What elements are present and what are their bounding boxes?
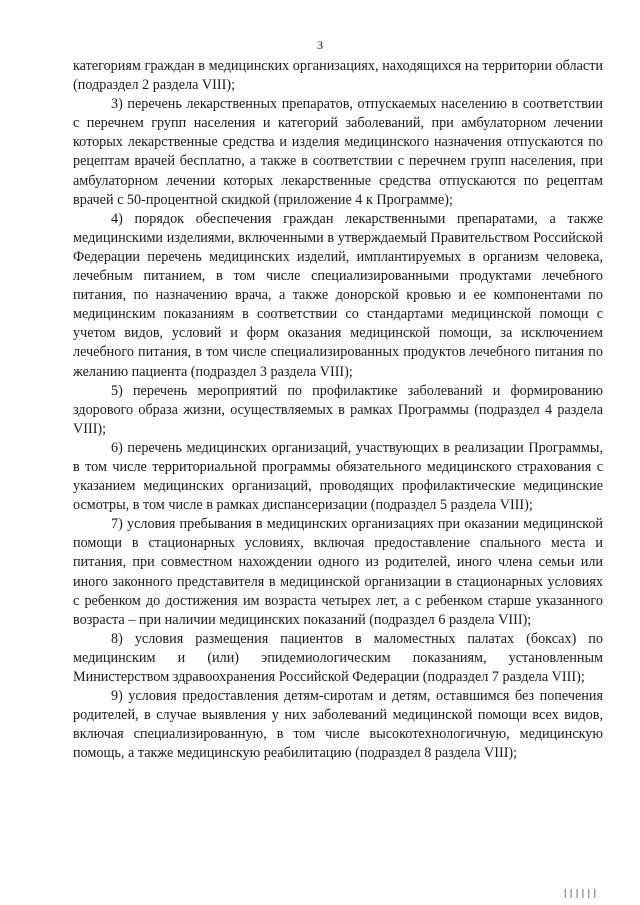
document-body [73, 57, 603, 763]
paragraph-item-6: 6) перечень медицинских организаций, участвующих в реализации Программы, в том числе территориальной программы обязательного медицинского страхования с указанием медицинских организаций, проводящих профилактические медицинские осмотры, в том числе в рамках диспансеризации (подраздел 5 раздела VIII); [73, 439, 603, 514]
paragraph-item-4: 4) порядок обеспечения граждан лекарственными препаратами, а также медицинскими изделиями, включенными в утверждаемый Правительством Российской Федерации перечень медицинских изделий, имплантируемых в организм человека, лечебным питанием, в том числе специализированными продуктами лечебного питания, по назначению врача, а также донорской кровью и ее компонентами по медицинским показаниям в соответствии со стандартами медицинской помощи с учетом видов, условий и форм оказания медицинской помощи, за исключением лечебного питания, в том числе специализированных продуктов лечебного питания по желанию пациента (подраздел 3 раздела VIII); [73, 210, 603, 380]
footer-barcode-mark: |||||| [562, 889, 598, 899]
paragraph-item-9: 9) условия предоставления детям-сиротам и детям, оставшимся без попечения родителей, в случае выявления у них заболеваний медицинской помощи всех видов, включая специализированную, в том числе высокотехнологичную, медицинскую помощь, а также медицинскую реабилитацию (подраздел 8 раздела VIII); [73, 688, 603, 762]
paragraph-item-3: 3) перечень лекарственных препаратов, отпускаемых населению в соответствии с перечнем групп населения и категорий заболеваний, при амбулаторном лечении которых лекарственные средства и изделия медицинского назначения отпускаются по рецептам врачей бесплатно, а также в соответствии с перечнем групп населения, при амбулаторном лечении которых лекарственные средства отпускаются по рецептам врачей с 50-процентной скидкой (приложение 4 к Программе); [73, 96, 603, 208]
paragraph-item-8: 8) условия размещения пациентов в маломестных палатах (боксах) по медицинским и (или) эпидемиологическим показаниям, установленным Министерством здравоохранения Российской Федерации (подраздел 7 раздела VIII); [73, 630, 603, 685]
paragraph-item-5: 5) перечень мероприятий по профилактике заболеваний и формированию здорового образа жизни, осуществляемых в рамках Программы (подраздел 4 раздела VIII); [73, 382, 603, 437]
page-number: 3 [317, 38, 323, 52]
paragraph-continuation: категориям граждан в медицинских организациях, находящихся на территории области (подраздел 2 раздела VIII); [73, 58, 603, 94]
paragraph-item-7: 7) условия пребывания в медицинских организациях при оказании медицинской помощи в стационарных условиях, включая предоставление спального места и питания, при совместном нахождении одного из родителей, иного члена семьи или иного законного представителя в медицинской организации в стационарных условиях с ребенком до достижения им возраста четырех лет, а с ребенком старше указанного возраста – при наличии медицинских показаний (подраздел 6 раздела VIII); [73, 516, 603, 628]
